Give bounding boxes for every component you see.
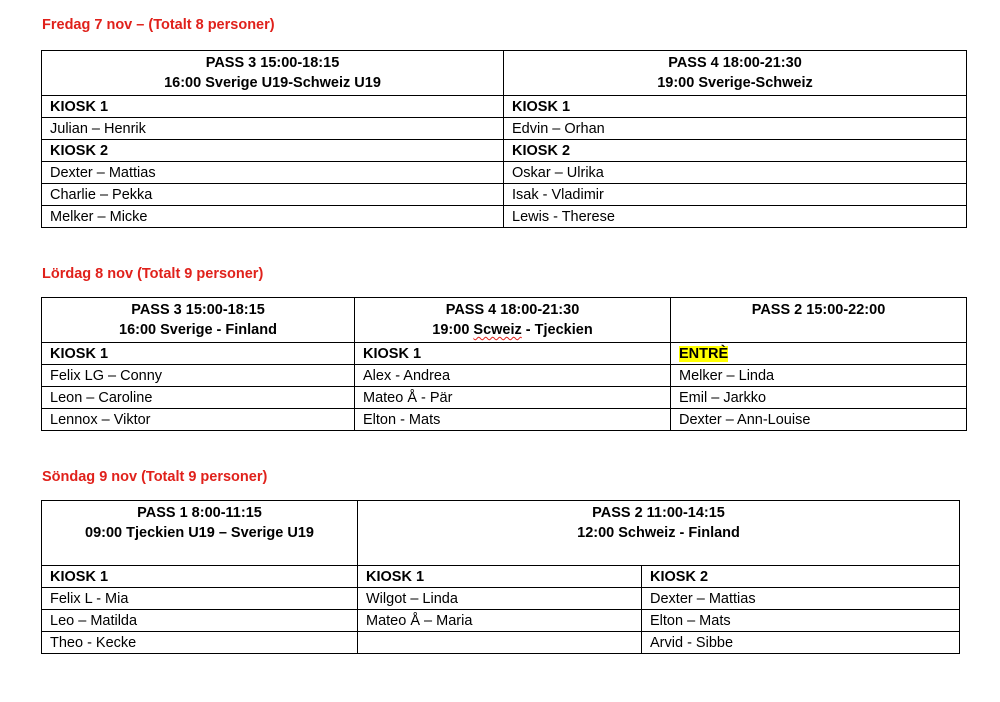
- staff-pair: Emil – Jarkko: [671, 387, 967, 409]
- header-pass-3: [42, 51, 504, 96]
- header-pass-2: [671, 298, 967, 343]
- table-row: [42, 118, 967, 140]
- day-title-fredag: Fredag 7 nov – (Totalt 8 personer): [42, 17, 275, 33]
- header-pass-2-match: 12:00 Schweiz - Finland: [577, 525, 740, 541]
- header-pass-2: [358, 501, 960, 566]
- staff-pair: Julian – Henrik: [42, 118, 504, 140]
- staff-pair: [358, 632, 642, 654]
- staff-pair: Theo - Kecke: [42, 632, 358, 654]
- staff-pair: Felix L - Mia: [42, 588, 358, 610]
- header-pass-2-time: PASS 2 15:00-22:00: [751, 302, 886, 318]
- table-row: [42, 387, 967, 409]
- kiosk-label: KIOSK 1: [42, 96, 504, 118]
- entre-label-cell: [671, 343, 967, 365]
- entre-label: ENTRÈ: [679, 345, 729, 362]
- table-row: [42, 343, 967, 365]
- header-pass-2-time: PASS 2 11:00-14:15: [592, 505, 725, 521]
- staff-pair: Oskar – Ulrika: [504, 162, 967, 184]
- staff-pair: Leon – Caroline: [42, 387, 355, 409]
- schedule-table-lordag: [41, 297, 967, 431]
- schedule-table-sondag: [41, 500, 960, 654]
- kiosk-label: KIOSK 1: [504, 96, 967, 118]
- header-pass-4: [355, 298, 671, 343]
- header-pass-1-match: 09:00 Tjeckien U19 – Sverige U19: [85, 525, 314, 541]
- table-row: [42, 610, 960, 632]
- table-row: [42, 632, 960, 654]
- staff-pair: Wilgot – Linda: [358, 588, 642, 610]
- staff-pair: Lewis - Therese: [504, 206, 967, 228]
- day-title-lordag: Lördag 8 nov (Totalt 9 personer): [42, 266, 264, 282]
- staff-pair: Alex - Andrea: [355, 365, 671, 387]
- staff-pair: Elton - Mats: [355, 409, 671, 431]
- header-pass-4-time: PASS 4 18:00-21:30: [445, 302, 580, 318]
- table-row: [42, 365, 967, 387]
- staff-pair: Lennox – Viktor: [42, 409, 355, 431]
- header-pass-4: [504, 51, 967, 96]
- header-pass-4-match: 19:00 Scweiz - Tjeckien: [432, 322, 593, 338]
- header-pass-3-match: 16:00 Sverige U19-Schweiz U19: [164, 75, 381, 91]
- staff-pair: Dexter – Ann-Louise: [671, 409, 967, 431]
- kiosk-label: KIOSK 2: [42, 140, 504, 162]
- staff-pair: Mateo Å - Pär: [355, 387, 671, 409]
- staff-pair: Dexter – Mattias: [42, 162, 504, 184]
- kiosk-label: KIOSK 2: [642, 566, 960, 588]
- staff-pair: Dexter – Mattias: [642, 588, 960, 610]
- staff-pair: Charlie – Pekka: [42, 184, 504, 206]
- kiosk-label: KIOSK 1: [42, 566, 358, 588]
- header-pass-3-time: PASS 3 15:00-18:15: [131, 302, 265, 318]
- table-row: [42, 409, 967, 431]
- header-pass-3: [42, 298, 355, 343]
- staff-pair: Melker – Micke: [42, 206, 504, 228]
- header-pass-4-match: 19:00 Sverige-Schweiz: [657, 75, 813, 91]
- table-row: [42, 140, 967, 162]
- header-pass-3-time: PASS 3 15:00-18:15: [205, 55, 340, 71]
- header-pass-4-time: PASS 4 18:00-21:30: [668, 55, 802, 71]
- staff-pair: Leo – Matilda: [42, 610, 358, 632]
- table-row: [42, 162, 967, 184]
- header-pass-3-match: 16:00 Sverige - Finland: [119, 322, 277, 338]
- kiosk-label: KIOSK 1: [355, 343, 671, 365]
- table-row: [42, 588, 960, 610]
- staff-pair: Elton – Mats: [642, 610, 960, 632]
- staff-pair: Edvin – Orhan: [504, 118, 967, 140]
- staff-pair: Mateo Å – Maria: [358, 610, 642, 632]
- kiosk-label: KIOSK 2: [504, 140, 967, 162]
- staff-pair: Isak - Vladimir: [504, 184, 967, 206]
- kiosk-label: KIOSK 1: [358, 566, 642, 588]
- table-row: [42, 184, 967, 206]
- staff-pair: Melker – Linda: [671, 365, 967, 387]
- header-pass-1-time: PASS 1 8:00-11:15: [137, 505, 262, 521]
- staff-pair: Felix LG – Conny: [42, 365, 355, 387]
- kiosk-label: KIOSK 1: [42, 343, 355, 365]
- staff-pair: Arvid - Sibbe: [642, 632, 960, 654]
- table-row: [42, 566, 960, 588]
- table-row: [42, 96, 967, 118]
- table-row: [42, 206, 967, 228]
- schedule-table-fredag: [41, 50, 967, 228]
- header-pass-1: [42, 501, 358, 566]
- day-title-sondag: Söndag 9 nov (Totalt 9 personer): [42, 469, 268, 485]
